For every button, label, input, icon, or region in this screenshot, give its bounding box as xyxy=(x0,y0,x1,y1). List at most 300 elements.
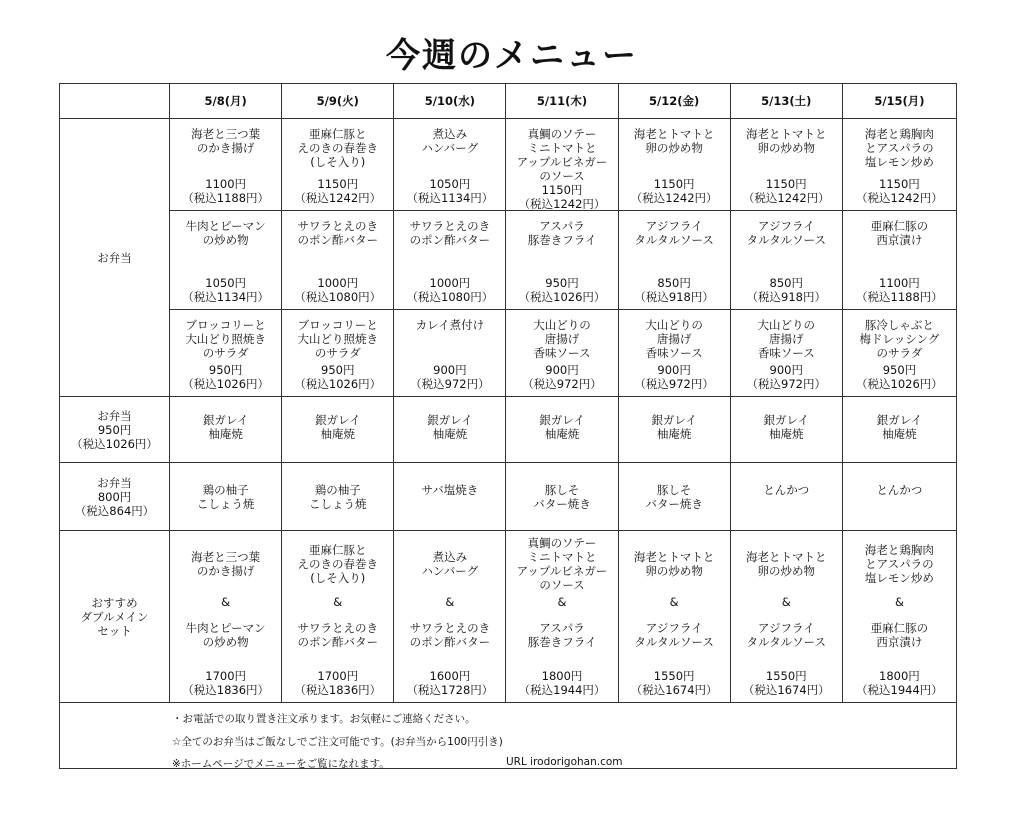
dish-name-line: 銀ガレイ xyxy=(763,413,809,427)
price-text-line: （税込1026円） xyxy=(182,377,270,391)
dish-name xyxy=(170,310,281,360)
menu-cell xyxy=(282,310,394,397)
price-text-line: 950円 xyxy=(545,276,579,290)
dish-name xyxy=(282,211,393,247)
price-text-line: 1150円 xyxy=(541,183,583,197)
dish-name xyxy=(619,463,730,511)
menu-cell xyxy=(842,397,956,463)
dish-name xyxy=(394,119,505,155)
price-text-line: 1000円 xyxy=(429,276,471,290)
price-text xyxy=(506,669,617,702)
dish-name-line: 柚庵焼 xyxy=(320,427,356,441)
menu-cell xyxy=(730,397,842,463)
price-text xyxy=(282,177,393,210)
menu-cell xyxy=(394,531,506,703)
dish-name xyxy=(282,310,393,360)
dish-name-line: 西京漬け xyxy=(876,233,923,247)
price-text xyxy=(731,363,842,396)
day-header: 5/8(月) xyxy=(170,84,282,119)
dish-name-line: バター焼き xyxy=(645,497,703,511)
notes-box xyxy=(59,701,957,769)
price-text xyxy=(394,276,505,309)
price-text-line: 1000円 xyxy=(317,276,359,290)
price-text xyxy=(731,276,842,309)
price-text-line: （税込1188円） xyxy=(182,191,270,205)
dish-name xyxy=(394,621,505,649)
price-text xyxy=(619,276,730,309)
price-text xyxy=(282,363,393,396)
menu-cell xyxy=(394,463,506,531)
ampersand: & xyxy=(669,595,679,609)
price-text xyxy=(843,177,956,210)
price-text xyxy=(619,363,730,396)
row-label-bento-800: お弁当 800円 （税込864円） xyxy=(60,463,170,531)
menu-cell xyxy=(170,531,282,703)
price-text xyxy=(731,177,842,210)
menu-cell xyxy=(282,397,394,463)
dish-name-line: 唐揚げ xyxy=(656,332,692,346)
dish-name-line: 煮込み xyxy=(432,550,468,564)
dish-name-line: 柚庵焼 xyxy=(882,427,917,441)
menu-cell xyxy=(282,211,394,310)
price-text xyxy=(170,276,281,309)
dish-name-line: のサラダ xyxy=(314,346,361,360)
price-text-line: 1150円 xyxy=(317,177,359,191)
dish-name-line: 真鯛のソテー xyxy=(527,127,597,141)
dish-name-line: アップルビネガー xyxy=(516,155,608,169)
price-text-line: 1550円 xyxy=(653,669,695,683)
dish-name-line: 唐揚げ xyxy=(544,332,580,346)
ampersand: & xyxy=(221,595,231,609)
price-text-line: 1150円 xyxy=(765,177,807,191)
dish-name xyxy=(843,463,956,497)
dish-name xyxy=(731,310,842,360)
menu-cell xyxy=(842,119,956,211)
price-text-line: 950円 xyxy=(208,363,243,377)
dish-name xyxy=(282,621,393,649)
price-text-line: （税込1134円） xyxy=(182,290,270,304)
dish-name xyxy=(843,211,956,247)
price-text xyxy=(619,669,730,702)
dish-name xyxy=(282,543,393,585)
menu-cell xyxy=(842,463,956,531)
price-text-line: （税込1188円） xyxy=(856,290,943,304)
menu-cell xyxy=(170,310,282,397)
dish-name-line: 柚庵焼 xyxy=(544,427,580,441)
dish-name-line: 卵の炒め物 xyxy=(645,564,703,578)
price-text-line: （税込972円） xyxy=(746,377,826,391)
dish-name xyxy=(731,211,842,247)
dish-name xyxy=(282,119,393,169)
dish-name-line: 豚巻きフライ xyxy=(527,233,597,247)
dish-name xyxy=(619,119,730,155)
dish-name-line: 海老と三つ葉 xyxy=(191,127,261,141)
dish-name-line: 香味ソース xyxy=(533,346,591,360)
dish-name xyxy=(394,310,505,332)
dish-name-line: 銀ガレイ xyxy=(539,413,585,427)
dish-name xyxy=(506,621,617,649)
dish-name-line: アスパラ xyxy=(539,219,585,233)
price-text-line: （税込918円） xyxy=(634,290,714,304)
dish-name-line: 梅ドレッシング xyxy=(859,332,940,346)
price-text-line: 1700円 xyxy=(205,669,247,683)
dish-name-line: 牛肉とピーマン xyxy=(185,621,266,635)
price-text xyxy=(394,363,505,396)
ampersand: & xyxy=(781,595,791,609)
dish-name-line: サワラとえのき xyxy=(409,219,491,233)
dish-name-line: 鶏の柚子 xyxy=(202,483,249,497)
dish-name-line: とんかつ xyxy=(763,483,810,497)
dish-name-line: 大山どりの xyxy=(533,318,591,332)
dish-name-line: のかき揚げ xyxy=(196,141,255,155)
price-text-line: 1150円 xyxy=(653,177,695,191)
dish-name-line: 亜麻仁豚の xyxy=(870,621,929,635)
menu-cell xyxy=(170,397,282,463)
day-header: 5/10(水) xyxy=(394,84,506,119)
dish-name-line: のポン酢バター xyxy=(297,635,379,649)
price-text xyxy=(619,177,730,210)
dish-name-line: 柚庵焼 xyxy=(432,427,468,441)
dish-name xyxy=(394,550,505,578)
menu-cell xyxy=(730,310,842,397)
dish-name xyxy=(843,543,956,585)
dish-name-line: とんかつ xyxy=(876,483,923,497)
ampersand: & xyxy=(445,595,455,609)
dish-name xyxy=(170,397,281,441)
dish-name xyxy=(506,397,617,441)
dish-name-line: 大山どり照焼き xyxy=(297,332,379,346)
row-label-double: おすすめ ダブルメイン セット xyxy=(60,531,170,703)
dish-name xyxy=(731,397,842,441)
menu-cell xyxy=(618,119,730,211)
price-text-line: 900円 xyxy=(433,363,467,377)
dish-name-line: タルタルソース xyxy=(634,635,714,649)
price-text xyxy=(843,669,956,702)
menu-cell xyxy=(282,531,394,703)
dish-name xyxy=(843,397,956,441)
price-text xyxy=(506,363,617,396)
dish-name-line: 柚庵焼 xyxy=(769,427,804,441)
price-text xyxy=(731,669,842,702)
dish-name-line: 牛肉とピーマン xyxy=(185,219,266,233)
dish-name-line: 海老とトマトと xyxy=(633,550,715,564)
page-title: 今週のメニュー xyxy=(386,36,638,76)
menu-cell xyxy=(394,211,506,310)
dish-name-line: 豚しそ xyxy=(544,483,580,497)
dish-name-line: アジフライ xyxy=(757,219,815,233)
dish-name-line: 柚庵焼 xyxy=(656,427,692,441)
price-text-line: （税込1674円） xyxy=(630,683,718,697)
price-text-line: （税込1728円） xyxy=(406,683,494,697)
dish-name-line: えのきの春巻き xyxy=(297,557,379,571)
price-text-line: （税込1026円） xyxy=(518,290,606,304)
dish-name-line: 豚巻きフライ xyxy=(527,635,597,649)
dish-name xyxy=(506,211,617,247)
dish-name xyxy=(506,536,617,592)
menu-cell xyxy=(618,310,730,397)
dish-name xyxy=(506,119,617,183)
corner-cell xyxy=(60,84,170,119)
dish-name-line: アジフライ xyxy=(645,219,703,233)
dish-name-line: 亜麻仁豚と xyxy=(309,127,367,141)
day-header: 5/12(金) xyxy=(618,84,730,119)
menu-cell xyxy=(618,463,730,531)
dish-name-line: の炒め物 xyxy=(202,635,249,649)
double-main-row xyxy=(60,531,957,703)
dish-name-line: タルタルソース xyxy=(746,635,827,649)
dish-name-line: のポン酢バター xyxy=(409,233,491,247)
dish-name-line: 卵の炒め物 xyxy=(645,141,703,155)
menu-cell xyxy=(618,397,730,463)
dish-name-line: 銀ガレイ xyxy=(651,413,697,427)
dish-name xyxy=(394,211,505,247)
dish-name-line: バター焼き xyxy=(533,497,591,511)
dish-name-line: ミニトマトと xyxy=(527,550,597,564)
dish-name-line: 海老と三つ葉 xyxy=(191,550,261,564)
menu-cell xyxy=(618,211,730,310)
dish-name-line: 塩レモン炒め xyxy=(864,155,934,169)
dish-name-line: (しそ入り) xyxy=(310,155,366,169)
dish-name-line: ブロッコリーと xyxy=(185,318,266,332)
menu-cell xyxy=(394,310,506,397)
menu-cell xyxy=(506,531,618,703)
dish-name-line: アップルビネガー xyxy=(516,564,608,578)
dish-name-line: えのきの春巻き xyxy=(297,141,379,155)
menu-cell xyxy=(506,310,618,397)
price-text-line: （税込1242円） xyxy=(630,191,718,205)
price-text-line: （税込1080円） xyxy=(294,290,382,304)
price-text-line: 1600円 xyxy=(429,669,471,683)
dish-name-line: 海老とトマトと xyxy=(746,550,827,564)
dish-name xyxy=(170,463,281,511)
dish-name-line: タルタルソース xyxy=(746,233,827,247)
dish-name xyxy=(170,621,281,649)
menu-cell xyxy=(506,397,618,463)
day-header: 5/13(土) xyxy=(730,84,842,119)
menu-cell xyxy=(730,463,842,531)
dish-name xyxy=(506,463,617,511)
dish-name-line: こしょう焼 xyxy=(196,497,255,511)
dish-name-line: 亜麻仁豚と xyxy=(309,543,367,557)
dish-name-line: のサラダ xyxy=(876,346,923,360)
price-text-line: 1050円 xyxy=(429,177,471,191)
day-header: 5/11(木) xyxy=(506,84,618,119)
dish-name xyxy=(843,310,956,360)
price-text-line: 1550円 xyxy=(765,669,807,683)
dish-name-line: のかき揚げ xyxy=(196,564,255,578)
note-line-2: ☆全てのお弁当はご飯なしでご注文可能です。(お弁当から100円引き) xyxy=(172,736,503,748)
ampersand: & xyxy=(333,595,343,609)
dish-name-line: 卵の炒め物 xyxy=(757,141,816,155)
bento-950-row xyxy=(60,397,957,463)
price-text-line: （税込1242円） xyxy=(294,191,382,205)
dish-name-line: ハンバーグ xyxy=(421,564,479,578)
price-text-line: （税込1026円） xyxy=(294,377,382,391)
price-text xyxy=(506,276,617,309)
menu-cell xyxy=(394,119,506,211)
bento-row-3 xyxy=(60,310,957,397)
dish-name-line: 香味ソース xyxy=(645,346,703,360)
dish-name-line: とアスパラの xyxy=(865,557,934,571)
dish-name-line: サワラとえのき xyxy=(297,219,379,233)
dish-name-line: 海老とトマトと xyxy=(633,127,715,141)
menu-cell xyxy=(842,211,956,310)
dish-name-line: 真鯛のソテー xyxy=(527,536,597,550)
dish-name-line: 唐揚げ xyxy=(769,332,804,346)
price-text-line: （税込1242円） xyxy=(742,191,830,205)
price-text-line: 900円 xyxy=(657,363,691,377)
bento-800-row xyxy=(60,463,957,531)
price-text-line: （税込918円） xyxy=(746,290,826,304)
dish-name xyxy=(170,119,281,155)
dish-name-line: 塩レモン炒め xyxy=(864,571,934,585)
menu-cell xyxy=(506,463,618,531)
price-text-line: 950円 xyxy=(321,363,355,377)
dish-name-line: のソース xyxy=(539,169,585,183)
dish-name-line: のポン酢バター xyxy=(297,233,379,247)
dish-name-line: のソース xyxy=(539,578,585,592)
dish-name xyxy=(731,463,842,497)
price-text-line: 900円 xyxy=(769,363,803,377)
dish-name xyxy=(619,211,730,247)
dish-name-line: ブロッコリーと xyxy=(297,318,378,332)
menu-cell xyxy=(394,397,506,463)
menu-cell xyxy=(506,119,618,211)
price-text-line: （税込1242円） xyxy=(518,197,606,211)
price-text-line: （税込972円） xyxy=(522,377,602,391)
menu-cell xyxy=(170,211,282,310)
dish-name xyxy=(619,550,730,578)
dish-name-line: アジフライ xyxy=(645,621,703,635)
price-text-line: （税込972円） xyxy=(410,377,490,391)
dish-name xyxy=(170,211,281,247)
dish-name xyxy=(394,463,505,497)
dish-name-line: カレイ煮付け xyxy=(415,318,485,332)
dish-name-line: サワラとえのき xyxy=(409,621,491,635)
dish-name-line: 煮込み xyxy=(432,127,468,141)
menu-cell xyxy=(282,119,394,211)
price-text-line: 900円 xyxy=(545,363,579,377)
note-line-1: ・お電話での取り置き注文承ります。お気軽にご連絡ください。 xyxy=(172,713,476,725)
price-text xyxy=(843,276,956,309)
dish-name-line: こしょう焼 xyxy=(309,497,367,511)
menu-cell xyxy=(282,463,394,531)
price-text-line: （税込1134円） xyxy=(406,191,494,205)
dish-name-line: 銀ガレイ xyxy=(876,413,923,427)
dish-name xyxy=(731,621,842,649)
dish-name-line: 卵の炒め物 xyxy=(757,564,816,578)
dish-name-line: ハンバーグ xyxy=(421,141,479,155)
dish-name-line: 西京漬け xyxy=(876,635,923,649)
dish-name xyxy=(394,397,505,441)
day-header: 5/9(火) xyxy=(282,84,394,119)
dish-name xyxy=(170,550,281,578)
dish-name-line: のサラダ xyxy=(202,346,249,360)
menu-cell xyxy=(730,119,842,211)
menu-cell xyxy=(842,531,956,703)
price-text xyxy=(170,363,281,396)
dish-name-line: の炒め物 xyxy=(202,233,249,247)
price-text-line: 850円 xyxy=(769,276,803,290)
website-url: URL irodorigohan.com xyxy=(506,756,623,768)
menu-cell xyxy=(506,211,618,310)
menu-cell xyxy=(170,119,282,211)
price-text-line: （税込1242円） xyxy=(856,191,943,205)
price-text xyxy=(282,276,393,309)
menu-cell xyxy=(730,211,842,310)
price-text-line: 1100円 xyxy=(879,276,920,290)
bento-row-1 xyxy=(60,119,957,211)
dish-name-line: 豚冷しゃぶと xyxy=(864,318,934,332)
ampersand: & xyxy=(557,595,567,609)
menu-cell xyxy=(170,463,282,531)
dish-name-line: 海老とトマトと xyxy=(746,127,827,141)
price-text-line: （税込1836円） xyxy=(294,683,382,697)
row-label-bento: お弁当 xyxy=(60,119,170,397)
price-text-line: 1800円 xyxy=(541,669,583,683)
dish-name-line: 大山どりの xyxy=(645,318,703,332)
note-line-3: ※ホームページでメニューをご覧になれます。 xyxy=(172,758,390,770)
dish-name xyxy=(506,310,617,360)
dish-name xyxy=(843,621,956,649)
bento-row-2 xyxy=(60,211,957,310)
dish-name-line: 鶏の柚子 xyxy=(314,483,361,497)
price-text-line: 1800円 xyxy=(879,669,920,683)
price-text-line: （税込1836円） xyxy=(182,683,270,697)
price-text xyxy=(394,177,505,210)
dish-name-line: ミニトマトと xyxy=(527,141,597,155)
price-text-line: （税込1944円） xyxy=(856,683,943,697)
dish-name-line: 柚庵焼 xyxy=(208,427,243,441)
price-text xyxy=(170,669,281,702)
price-text-line: 1100円 xyxy=(205,177,247,191)
dish-name-line: タルタルソース xyxy=(634,233,714,247)
price-text-line: 850円 xyxy=(657,276,691,290)
dish-name xyxy=(731,550,842,578)
price-text-line: （税込972円） xyxy=(634,377,714,391)
dish-name-line: 海老と鶏胸肉 xyxy=(864,127,934,141)
row-label-bento-950: お弁当 950円 （税込1026円） xyxy=(60,397,170,463)
menu-table xyxy=(59,83,957,703)
price-text xyxy=(394,669,505,702)
dish-name-line: 銀ガレイ xyxy=(427,413,473,427)
price-text-line: 1150円 xyxy=(879,177,920,191)
dish-name-line: 亜麻仁豚の xyxy=(870,219,929,233)
dish-name-line: 銀ガレイ xyxy=(315,413,361,427)
header-row xyxy=(60,84,957,119)
menu-cell xyxy=(618,531,730,703)
price-text xyxy=(843,363,956,396)
dish-name-line: アジフライ xyxy=(757,621,815,635)
dish-name xyxy=(843,119,956,169)
price-text xyxy=(282,669,393,702)
dish-name-line: 豚しそ xyxy=(656,483,692,497)
dish-name xyxy=(731,119,842,155)
price-text-line: 1700円 xyxy=(317,669,359,683)
dish-name-line: サバ塩焼き xyxy=(421,483,479,497)
price-text-line: 950円 xyxy=(882,363,917,377)
dish-name-line: のポン酢バター xyxy=(409,635,491,649)
dish-name-line: (しそ入り) xyxy=(310,571,366,585)
dish-name-line: 香味ソース xyxy=(757,346,815,360)
dish-name-line: 銀ガレイ xyxy=(202,413,249,427)
dish-name-line: 大山どりの xyxy=(757,318,816,332)
dish-name-line: とアスパラの xyxy=(865,141,934,155)
ampersand: & xyxy=(894,595,904,609)
dish-name-line: 海老と鶏胸肉 xyxy=(864,543,934,557)
price-text-line: （税込1674円） xyxy=(742,683,830,697)
dish-name-line: 大山どり照焼き xyxy=(185,332,266,346)
